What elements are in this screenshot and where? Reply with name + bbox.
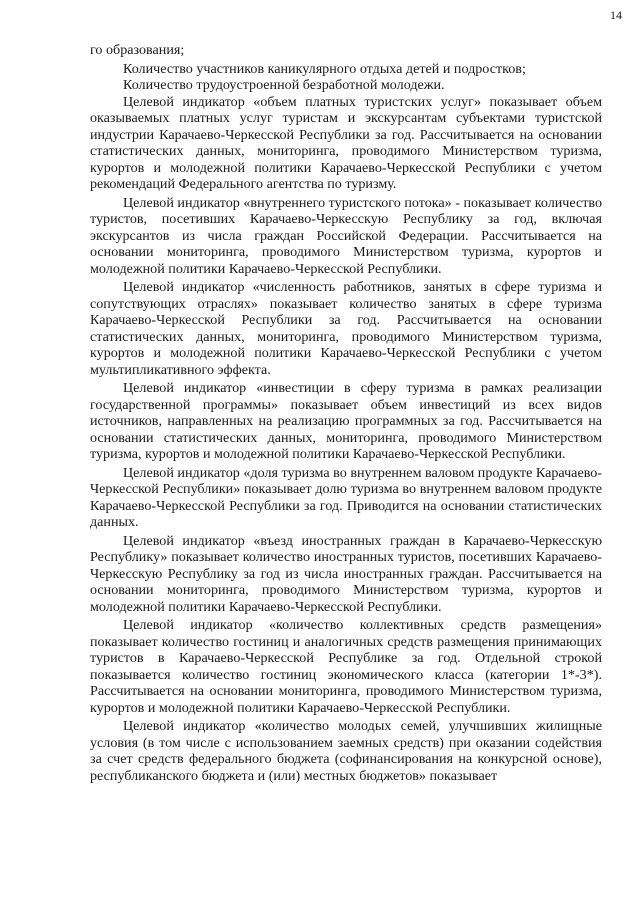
paragraph: Целевой индикатор «численность работников, занятых в сфере туризма и сопутствующих отраслях» показывает количество занятых в сфере туризма Карачаево-Черкесской Республики за год. Рассчитывается на основании статистических данных, мониторинга, проводимого Министерством туризма, курортов и молодежной политики Карачаево-Черкесской Республики с учетом мультипликативного эффекта. (90, 279, 602, 378)
paragraph: Целевой индикатор «количество молодых семей, улучшивших жилищные условия (в том числе с использованием заемных средств) при оказании содействия за счет средств федерального бюджета (софинансирования на конкурсной основе), республиканского бюджета и (или) местных бюджетов» показывает (90, 718, 602, 784)
list-item: Количество участников каникулярного отдыха детей и подростков; (123, 60, 526, 77)
paragraph: Целевой индикатор «внутреннего туристского потока» - показывает количество туристов, посетивших Карачаево-Черкесскую Республику за год, включая экскурсантов из числа граждан Российской Федерации. Рассчитывается на основании мониторинга, проводимого Министерством туризма, курортов и молодежной политики Карачаево-Черкесской Республики. (90, 194, 602, 277)
paragraph: Целевой индикатор «въезд иностранных граждан в Карачаево-Черкесскую Республику» показывает количество иностранных туристов, посетивших Карачаево-Черкесскую Республику за год из числа иностранных граждан. Рассчитывается на основании мониторинга, проводимого Министерством туризма, курортов и молодежной политики Карачаево-Черкесской Республики. (90, 532, 602, 615)
paragraph: Целевой индикатор «объем платных туристских услуг» показывает объем оказываемых платных услуг туристам и экскурсантам субъектами туристской индустрии Карачаево-Черкесской Республики за год. Рассчитывается на основании статистических данных, мониторинга, проводимого Министерством туризма, курортов и молодежной политики Карачаево-Черкесской Республики с учетом рекомендаций Федерального агентства по туризму. (90, 93, 602, 192)
document-body (90, 42, 602, 786)
paragraph: го образования; (90, 42, 185, 58)
page-number: 14 (610, 8, 622, 22)
paragraph: Целевой индикатор «инвестиции в сферу туризма в рамках реализации государственной программы» показывает объем инвестиций из всех видов источников, направленных на реализацию программных за год. Рассчитывается на основании статистических данных, мониторинга, проводимого Министерством туризма, курортов и молодежной политики Карачаево-Черкесской Республики. (90, 380, 602, 462)
paragraph: Целевой индикатор «количество коллективных средств размещения» показывает количество гостиниц и аналогичных средств размещения принимающих туристов в Карачаево-Черкесской Республике за год. Отдельной строкой показывается количество гостиниц экономического класса (категории 1*-3*). Рассчитывается на основании мониторинга, проводимого Министерством туризма, курортов и молодежной политики Карачаево-Черкесской Республики. (90, 617, 602, 716)
paragraph: Целевой индикатор «доля туризма во внутреннем валовом продукте Карачаево-Черкесской Республики» показывает долю туризма во внутреннем валовом продукте Карачаево-Черкесской Республики за год. Приводится на основании статистических данных. (90, 464, 602, 530)
list-item: Количество трудоустроенной безработной молодежи. (123, 77, 445, 93)
